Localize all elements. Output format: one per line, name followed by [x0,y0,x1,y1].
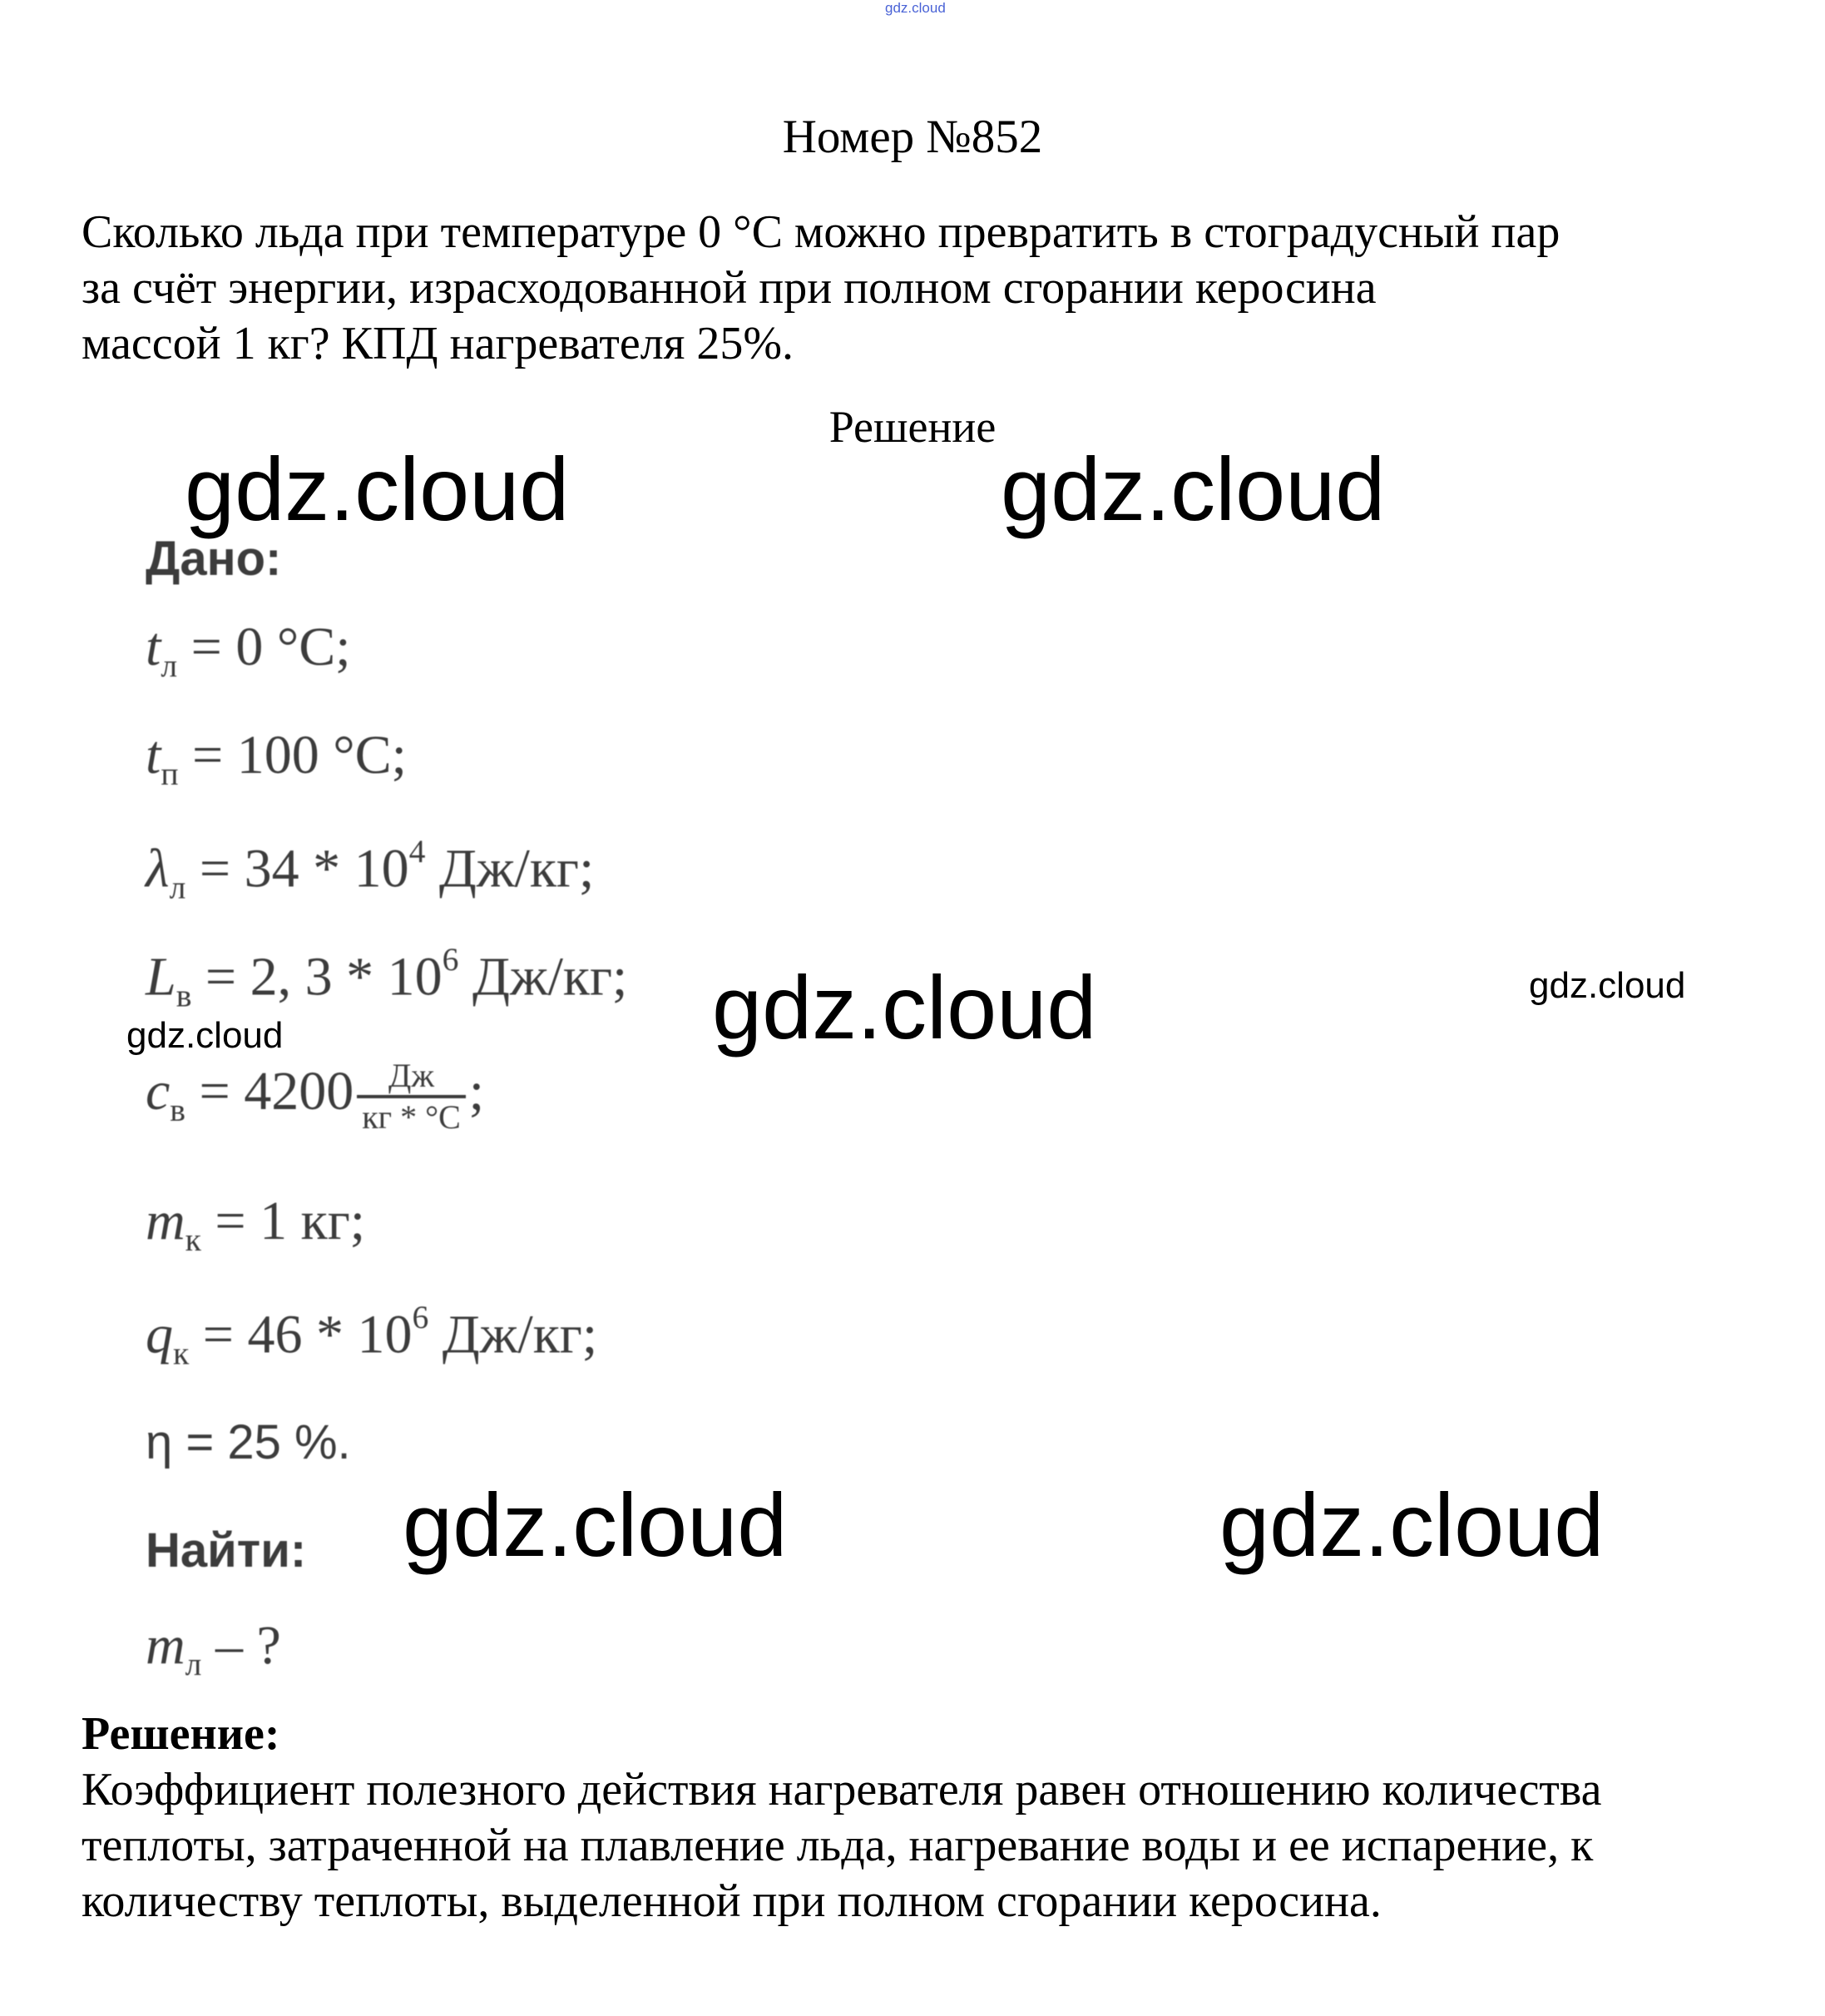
solution-line: теплоты, затраченной на плавление льда, нагревание воды и ее испарение, к [82,1820,1594,1871]
unit: Дж/кг; [425,838,595,899]
given-m-kerosene [146,1190,365,1259]
fraction-denominator: кг * °С [362,1098,461,1136]
value: = 2, 3 * 10 [191,946,443,1008]
given-heading: Дано: [146,532,282,586]
value: = 34 * 10 [185,838,409,899]
watermark: gdz.cloud [403,1474,788,1575]
symbol: q [146,1304,173,1365]
watermark: gdz.cloud [1001,438,1386,539]
symbol: t [146,725,161,785]
given-L [146,940,627,1015]
value: = 100 °С; [178,725,408,785]
watermark: gdz.cloud [1529,965,1686,1006]
subscript: к [185,1221,201,1258]
problem-text [82,205,1787,372]
subscript: л [169,869,186,906]
given-t-ice [146,616,351,685]
subscript: в [176,977,192,1014]
subscript: к [173,1335,190,1372]
page-title: Номер №852 [782,111,1043,163]
symbol: L [146,946,176,1008]
symbol: m [146,1615,185,1676]
find-heading: Найти: [146,1523,307,1578]
given-q-kerosene [146,1298,597,1373]
value: = 0 °С; [177,617,351,677]
subscript: л [185,1645,202,1682]
exponent: 4 [408,833,426,869]
watermark: gdz.cloud [712,957,1097,1058]
solution-line: Коэффициент полезного действия нагревателя равен отношению количества [82,1764,1602,1815]
watermark: gdz.cloud [126,1015,284,1056]
unit-fraction [357,1057,466,1137]
exponent: 6 [412,1299,429,1335]
value: = 46 * 10 [189,1304,413,1365]
unit: Дж/кг; [428,1304,598,1365]
subscript: п [161,755,179,792]
given-t-steam [146,724,407,793]
solution-line: количеству теплоты, выделенной при полном сгорании керосина. [82,1875,1382,1927]
watermark: gdz.cloud [185,438,570,539]
exponent: 6 [442,941,459,978]
solution-heading: Решение [828,402,997,452]
problem-line: Сколько льда при температуре 0 °С можно превратить в стоградусный пар [82,206,1560,258]
problem-line: массой 1 кг? КПД нагревателя 25%. [82,318,794,369]
symbol: t [146,617,161,677]
solution-text-heading: Решение: [82,1708,280,1760]
symbol: λ [146,838,170,899]
subscript: в [170,1092,185,1128]
symbol: c [146,1061,171,1122]
subscript: л [161,646,178,684]
site-mark: gdz.cloud [885,0,946,16]
value: = 1 кг; [200,1191,366,1251]
given-lambda [146,832,594,907]
fraction-numerator: Дж [357,1057,466,1098]
symbol: m [146,1191,185,1251]
solution-text [82,1762,1795,1929]
problem-line: за счёт энергии, израсходованной при полном сгорании керосина [82,262,1377,314]
terminator: ; [468,1061,485,1122]
watermark: gdz.cloud [1219,1474,1605,1575]
unit: Дж/кг; [458,946,628,1008]
find-m-ice [146,1614,281,1683]
given-eta: η = 25 %. [146,1415,351,1469]
given-c [146,1057,484,1137]
value: – ? [201,1615,281,1676]
value: = 4200 [185,1061,354,1122]
